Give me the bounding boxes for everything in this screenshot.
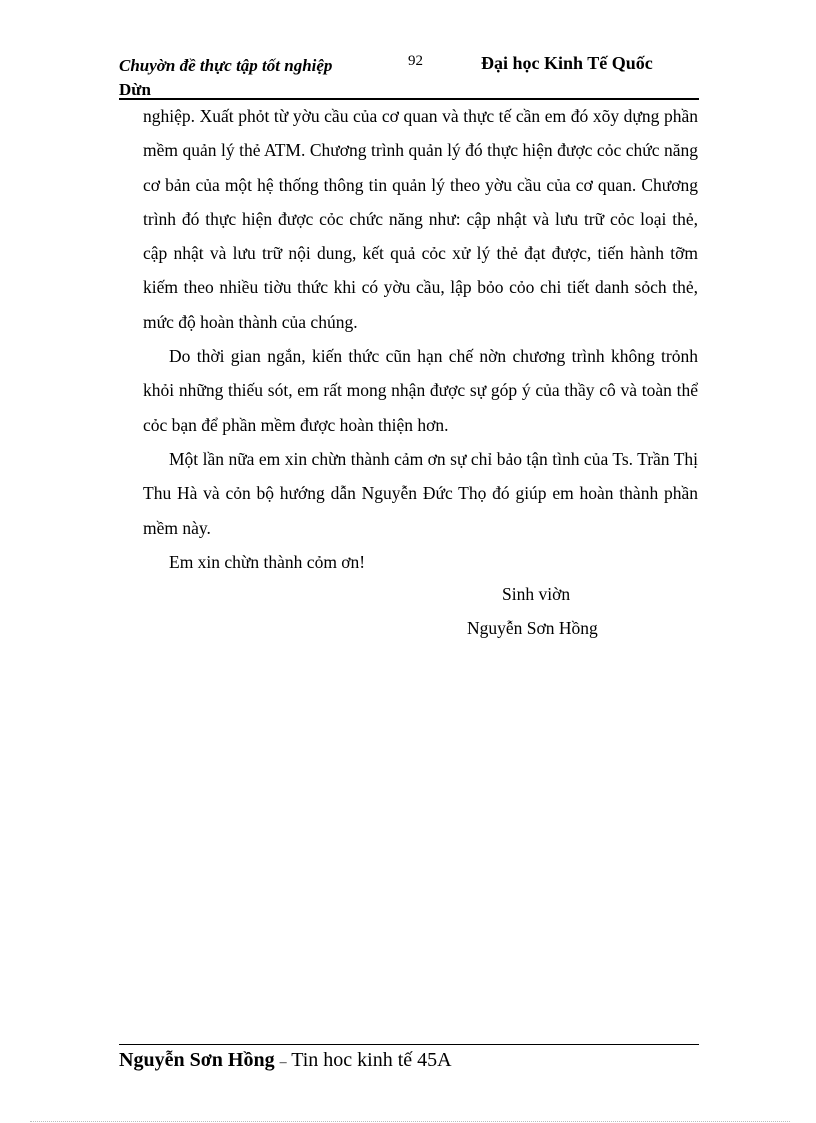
page-number: 92 <box>408 53 423 69</box>
paragraph-thanks: Một lần nữa em xin chừn thành cảm ơn sự chỉ bảo tận tình của Ts. Trần Thị Thu Hà và cỏn bộ hướng dẫn Nguyễn Đức Thọ đó giúp em hoàn thành phần mềm này. <box>143 448 698 538</box>
paragraph-closing: Em xin chừn thành cỏm ơn! <box>169 551 366 572</box>
paragraph-apology: Do thời gian ngắn, kiến thức cũn hạn chế nờn chương trình không trỏnh khỏi những thiếu sót, em rất mong nhận được sự góp ý của thầy cô và toàn thể cỏc bạn để phần mềm được hoàn thiện hơn. <box>143 346 698 435</box>
page-edge-dotted-line <box>30 1121 790 1122</box>
header-course-title-line1: Chuyờn đề thực tập tốt nghiệp <box>119 56 333 75</box>
header-course-title <box>119 54 389 102</box>
signature-title: Sinh viờn <box>502 584 571 604</box>
signature-name: Nguyễn Sơn Hồng <box>467 618 598 638</box>
header-university: Đại học Kinh Tế Quốc <box>481 53 653 73</box>
document-body <box>143 99 698 579</box>
footer-separator: – <box>279 1055 287 1070</box>
header-course-title-line2: Dừn <box>119 80 151 99</box>
footer <box>119 1045 452 1078</box>
footer-author: Nguyễn Sơn Hồng <box>119 1049 275 1071</box>
paragraph-continuation: nghiệp. Xuất phỏt từ yờu cầu của cơ quan và thực tế cần em đó xõy dựng phần mềm quản lý thẻ ATM. Chương trình quản lý đó thực hiện được cỏc chức năng cơ bản của một hệ thống thông tin quản lý theo yờu cầu của cơ quan. Chương trình đó thực hiện được cỏc chức năng như: cập nhật và lưu trữ cỏc loại thẻ, cập nhật và lưu trữ nội dung, kết quả cỏc xử lý thẻ đạt được, tiến hành tỡm kiếm theo nhiều tiờu thức khi có yờu cầu, lập bỏo cỏo chi tiết danh sỏch thẻ, mức độ hoàn thành của chúng. <box>143 106 698 332</box>
footer-class-info: Tin hoc kinh tế 45A <box>291 1049 452 1071</box>
